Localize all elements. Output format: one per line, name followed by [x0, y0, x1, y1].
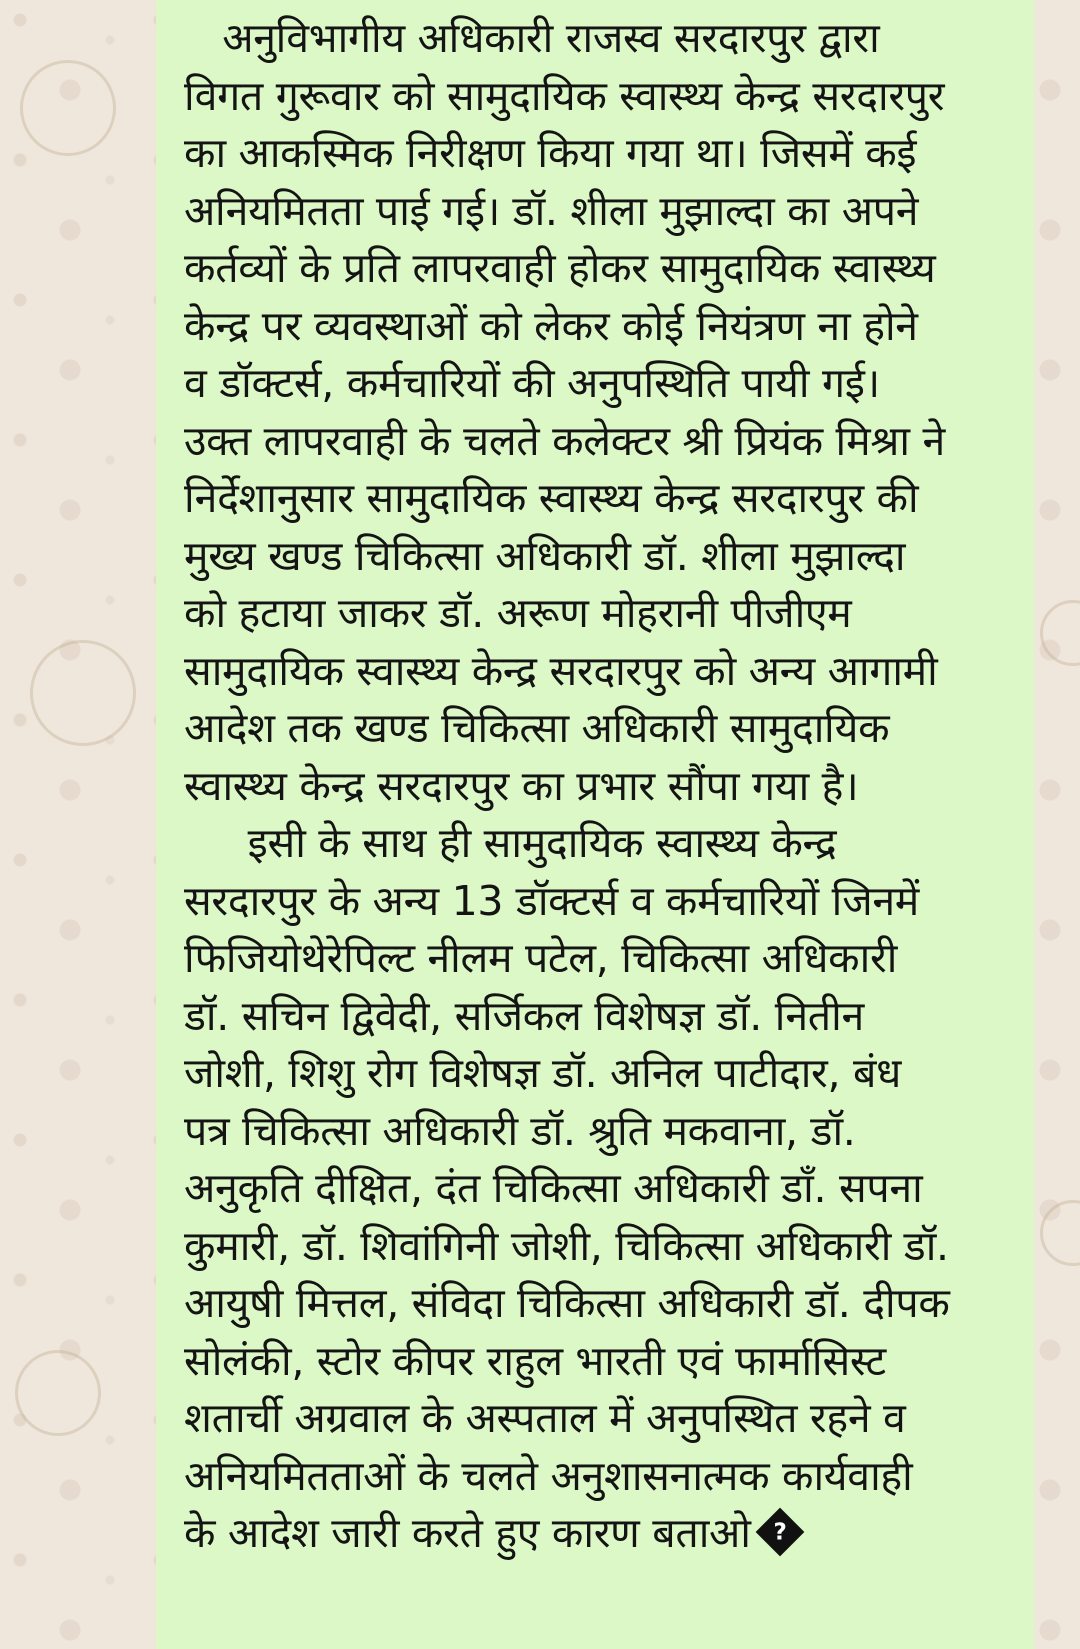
message-line: इसी के साथ ही सामुदायिक स्वास्थ्य केन्द्र	[184, 819, 837, 867]
message-line: आयुषी मित्तल, संविदा चिकित्सा अधिकारी डॉ. दीपक	[184, 1279, 950, 1327]
heart-doodle-icon	[1040, 600, 1080, 666]
message-line: सामुदायिक स्वास्थ्य केन्द्र सरदारपुर को अन्य आगामी	[184, 646, 938, 695]
message-line: अनुविभागीय अधिकारी राजस्व सरदारपुर द्वारा	[184, 14, 880, 62]
unknown-character-mark: ?	[773, 1518, 787, 1546]
message-line: अनियमितताओं के चलते अनुशासनात्मक कार्यवाही	[184, 1451, 913, 1500]
message-line: जोशी, शिशु रोग विशेषज्ञ डॉ. अनिल पाटीदार, बंध	[184, 1049, 902, 1097]
message-line: शतार्ची अग्रवाल के अस्पताल में अनुपस्थित रहने व	[184, 1394, 906, 1442]
message-line: कर्तव्यों के प्रति लापरवाही होकर सामुदायिक स्वास्थ्य	[184, 244, 936, 292]
message-line: अनियमितता पाई गई। डॉ. शीला मुझाल्दा का अपने	[184, 186, 919, 235]
message-line: आदेश तक खण्ड चिकित्सा अधिकारी सामुदायिक	[184, 704, 890, 752]
message-line: मुख्य खण्ड चिकित्सा अधिकारी डॉ. शीला मुझाल्दा	[184, 531, 906, 580]
message-line: विगत गुरूवार को सामुदायिक स्वास्थ्य केन्द्र सरदारपुर	[184, 71, 945, 120]
message-line: डॉ. सचिन द्विवेदी, सर्जिकल विशेषज्ञ डॉ. नितीन	[184, 991, 864, 1040]
message-line: स्वास्थ्य केन्द्र सरदारपुर का प्रभार सौंपा गया है।	[184, 761, 859, 810]
message-line: का आकस्मिक निरीक्षण किया गया था। जिसमें कई	[184, 129, 917, 177]
balloon-doodle-icon	[15, 1350, 101, 1436]
message-line: के आदेश जारी करते हुए कारण बताओ	[184, 1509, 751, 1557]
message-line: को हटाया जाकर डॉ. अरूण मोहरानी पीजीएम	[184, 589, 852, 637]
message-text	[184, 10, 1004, 1563]
message-line: केन्द्र पर व्यवस्थाओं को लेकर कोई नियंत्रण ना होने	[184, 301, 918, 350]
message-line: फिजियोथेरेपिल्ट नीलम पटेल, चिकित्सा अधिकारी	[184, 934, 898, 982]
message-line: व डॉक्टर्स, कर्मचारियों की अनुपस्थिति पायी गई।	[184, 359, 880, 407]
circle-doodle-icon	[1040, 1200, 1080, 1266]
message-line: कुमारी, डॉ. शिवांगिनी जोशी, चिकित्सा अधिकारी डॉ.	[184, 1221, 949, 1270]
globe-doodle-icon	[20, 60, 116, 156]
message-line: उक्त लापरवाही के चलते कलेक्टर श्री प्रियंक मिश्रा ने	[184, 416, 945, 465]
message-line: सोलंकी, स्टोर कीपर राहुल भारती एवं फार्मासिस्ट	[184, 1336, 886, 1385]
smiley-doodle-icon	[30, 640, 136, 746]
message-line: अनुकृति दीक्षित, दंत चिकित्सा अधिकारी डॉं. सपना	[184, 1164, 923, 1212]
unknown-character-icon	[755, 1508, 804, 1557]
message-bubble[interactable]	[156, 0, 1034, 1649]
message-line: सरदारपुर के अन्य 13 डॉक्टर्स व कर्मचारियों जिनमें	[184, 876, 920, 925]
message-line: पत्र चिकित्सा अधिकारी डॉ. श्रुति मकवाना, डॉ.	[184, 1106, 856, 1155]
message-line: निर्देशानुसार सामुदायिक स्वास्थ्य केन्द्र सरदारपुर की	[184, 474, 919, 522]
